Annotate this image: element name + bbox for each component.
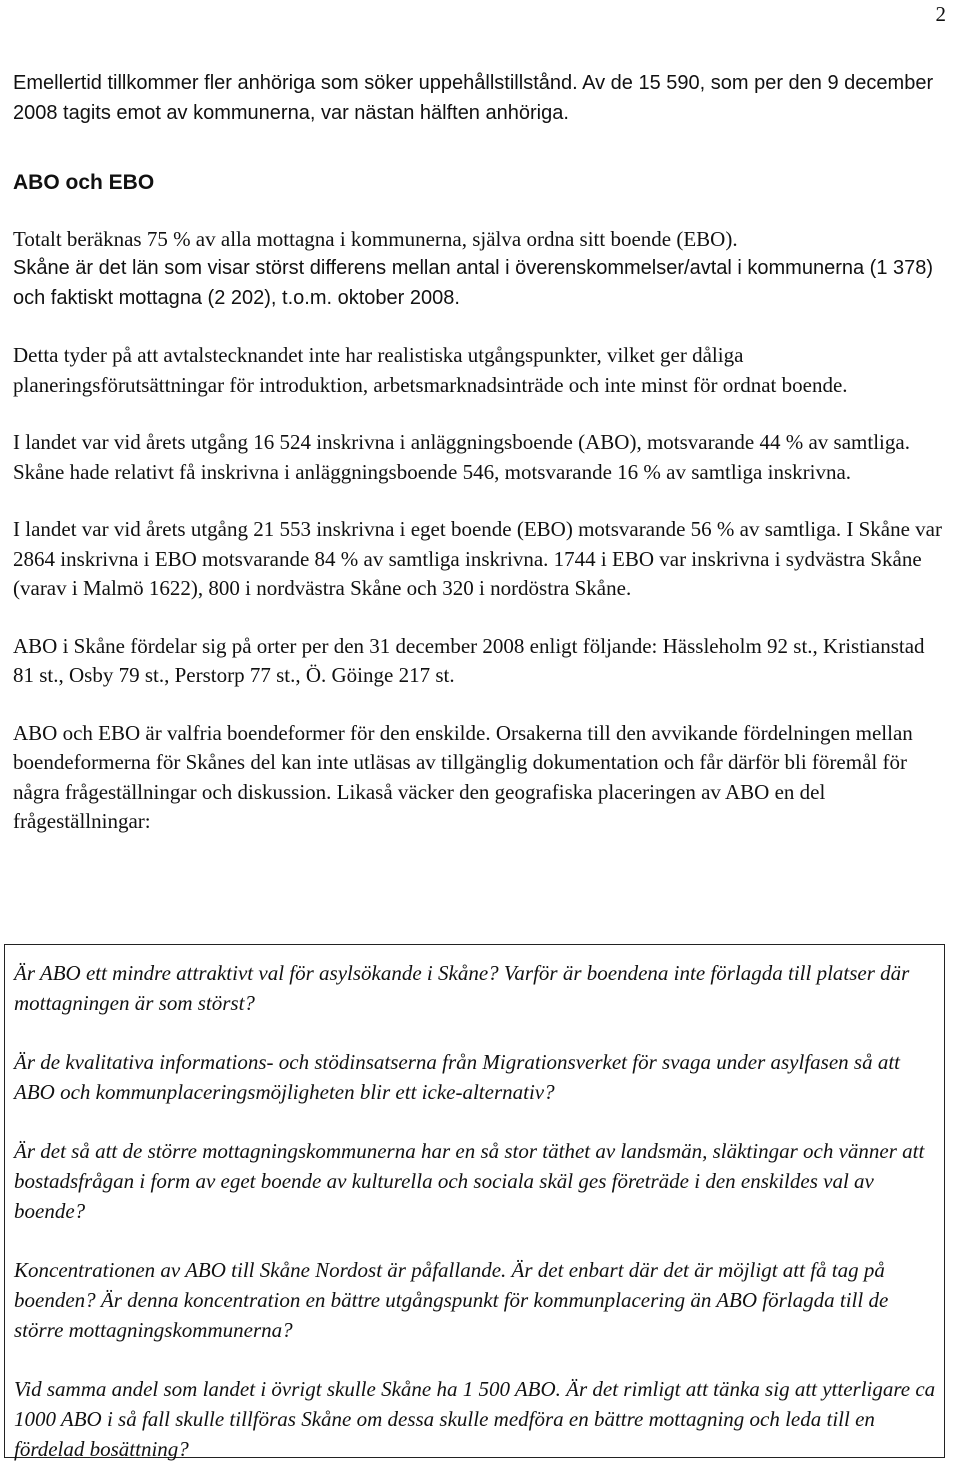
paragraph-total-ebo: Totalt beräknas 75 % av alla mottagna i kommunerna, själva ordna sitt boende (EBO). (13, 226, 738, 251)
section-heading: ABO och EBO (13, 171, 155, 194)
question-item: Vid samma andel som landet i övrigt skulle Skåne ha 1 500 ABO. Är det rimligt att tänka sig att ytterligare ca 1000 ABO i så fall skulle tillföras Skåne om dessa skulle medföra en bättre mottagning och leda till en fördelad bosättning? (14, 1377, 936, 1461)
question-item: Är ABO ett mindre attraktivt val för asylsökande i Skåne? Varför är boendena inte förlagda till platser där mottagningen är som störst? (14, 961, 910, 1015)
paragraph-intro: Emellertid tillkommer fler anhöriga som söker uppehållstillstånd. Av de 15 590, som per den 9 december 2008 tagits emot av kommunerna, var nästan hälften anhöriga. (13, 72, 934, 124)
paragraph-ebo-stats: I landet var vid årets utgång 21 553 inskrivna i eget boende (EBO) motsvarande 56 % av samtliga. I Skåne var 2864 inskrivna i EBO motsvarande 84 % av samtliga inskrivna. 1744 i EBO var inskrivna i sydvästra Skåne (varav i Malmö 1622), 800 i nordvästra Skåne och 320 i nordöstra Skåne. (13, 517, 942, 600)
question-item: Koncentrationen av ABO till Skåne Nordost är påfallande. Är det enbart där det är möjligt att få tag på boenden? Är denna koncentration en bättre utgångspunkt för kommunplacering än ABO förlagda till de större mottagningskommunerna? (14, 1258, 889, 1342)
document-body (13, 69, 943, 837)
paragraph-skane-difference: Skåne är det län som visar störst differens mellan antal i överenskommelser/avtal i kommunerna (1 378) och faktiskt mottagna (2 202), t.o.m. oktober 2008. (13, 257, 934, 309)
questions-box (4, 944, 945, 1461)
paragraph-abo-stats: I landet var vid årets utgång 16 524 inskrivna i anläggningsboende (ABO), motsvarande 44 % av samtliga. Skåne hade relativt få inskrivna i anläggningsboende 546, motsvarande 16 % av samtliga inskrivna. (13, 430, 910, 484)
question-item: Är de kvalitativa informations- och stödinsatserna från Migrationsverket för svaga under asylfasen så att ABO och kommunplaceringsmöjligheten blir ett icke-alternativ? (14, 1050, 901, 1104)
question-item: Är det så att de större mottagningskommunerna har en så stor täthet av landsmän, släktingar och vänner att bostadsfrågan i form av eget boende av kulturella och sociala skäl ges företräde i den enskildes val av boende? (14, 1139, 925, 1223)
page-number: 2 (935, 2, 946, 26)
paragraph-discussion: ABO och EBO är valfria boendeformer för den enskilde. Orsakerna till den avvikande fördelningen mellan boendeformerna för Skånes del kan inte utläsas av tillgänglig dokumentation och får därför bli föremål för några frågeställningar och diskussion. Likaså väcker den geografiska placeringen av ABO en del frågeställningar: (13, 720, 913, 833)
paragraph-planning: Detta tyder på att avtalstecknandet inte har realistiska utgångspunkter, vilket ger dåliga planeringsförutsättningar för introduktion, arbetsmarknadsinträde och inte minst för ordnat boende. (13, 343, 848, 397)
paragraph-abo-locations: ABO i Skåne fördelar sig på orter per den 31 december 2008 enligt följande: Hässleholm 92 st., Kristianstad 81 st., Osby 79 st., Perstorp 77 st., Ö. Göinge 217 st. (13, 633, 925, 687)
